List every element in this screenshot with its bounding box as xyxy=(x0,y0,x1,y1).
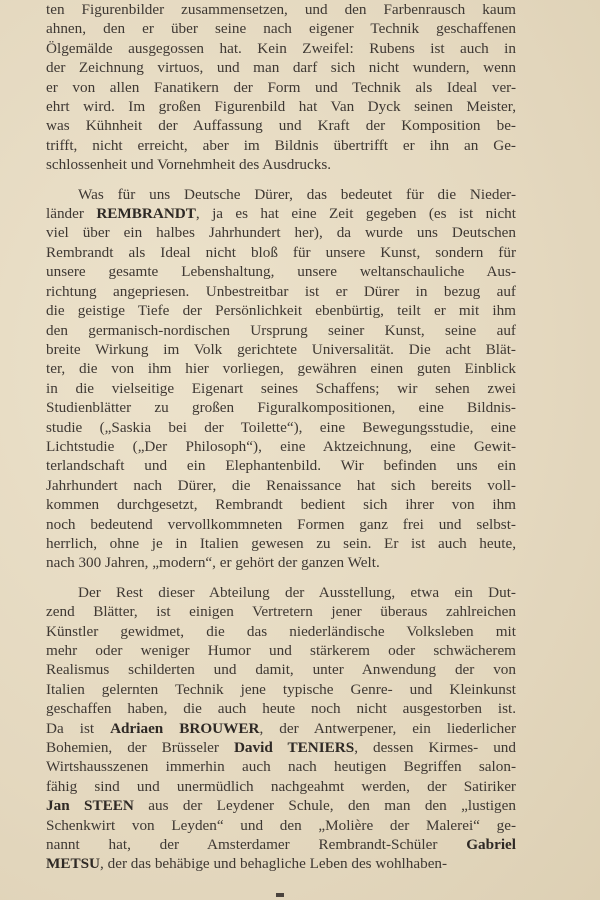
text-line: trifft, nicht erreicht, aber im Bildnis übertrifft er ihn an Ge- xyxy=(46,136,516,154)
text-line: Künstler gewidmet, die das niederländische Volksleben mit xyxy=(46,622,516,640)
text-line: studie („Saskia bei der Toilette“), eine Bewegungsstudie, eine xyxy=(46,418,516,436)
page-number-mark xyxy=(276,893,284,897)
paragraph xyxy=(46,583,516,874)
text-line: nannt hat, der Amsterdamer Rembrandt-Schüler Gabriel xyxy=(46,836,516,854)
text-line: die geistige Tiefe der Persönlichkeit ebenbürtig, teilt er mit ihm xyxy=(46,302,516,320)
text-line: Wirtshausszenen immerhin auch nach heutigen Begriffen salon- xyxy=(46,758,516,776)
text-line: Da ist Adriaen BROUWER, der Antwerpener, ein liederlicher xyxy=(46,719,517,737)
text-line: terlandschaft und ein Elephantenbild. Wir befinden uns ein xyxy=(46,457,516,475)
text-line: Jan STEEN aus der Leydener Schule, den man den „lustigen xyxy=(46,797,516,815)
text-line: Schenkwirt von Leyden“ und den „Molière der Malerei“ ge- xyxy=(46,816,516,834)
emphasized-name: Jan STEEN xyxy=(46,797,134,815)
text-line: herrlich, ohne je in Italien gewesen zu sein. Er ist auch heute, xyxy=(46,534,516,552)
emphasized-name: David TENIERS xyxy=(233,739,355,757)
text-line: Jahrhundert nach Dürer, die Renaissance hat sich bereits voll- xyxy=(46,476,516,494)
text-line: in die vielseitige Eigenart seines Schaffens; wir sehen zwei xyxy=(46,379,516,397)
text-line: Lichtstudie („Der Philosoph“), eine Aktzeichnung, eine Gewit- xyxy=(46,437,516,455)
emphasized-name: Gabriel xyxy=(466,836,516,854)
text-line: METSU, der das behäbige und behagliche Leben des wohlhaben- xyxy=(46,855,448,873)
paragraph-gap xyxy=(46,573,516,583)
text-line: ehrt wird. Im großen Figurenbild hat Van Dyck seinen Meister, xyxy=(46,98,516,116)
text-line: richtung angepriesen. Unbestreitbar ist er Dürer in bezug auf xyxy=(46,282,516,300)
emphasized-name: METSU xyxy=(46,855,101,873)
text-line: was Kühnheit der Auffassung und Kraft der Komposition be- xyxy=(46,117,516,135)
text-line: Bohemien, der Brüsseler David TENIERS, dessen Kirmes- und xyxy=(46,739,516,757)
text-line: kommen durchgesetzt, Rembrandt bedient sich ihrer von ihm xyxy=(46,496,516,514)
text-line: mehr oder weniger Humor und stärkerem oder schwächerem xyxy=(46,642,516,659)
document-page xyxy=(46,0,516,874)
text-line: den germanisch-nordischen Ursprung seiner Kunst, seine auf xyxy=(46,321,516,339)
text-line: Rembrandt als Ideal nicht bloß für unsere Kunst, sondern für xyxy=(46,243,516,261)
text-line: zend Blätter, ist einigen Vertretern jener überaus zahlreichen xyxy=(46,603,516,621)
text-line: geschaffen haben, die auch heute noch nicht ausgestorben ist. xyxy=(46,700,516,718)
text-line: Ölgemälde ausgegossen hat. Kein Zweifel: Rubens ist auch in xyxy=(46,39,516,57)
paragraph xyxy=(46,185,516,573)
text-line: länder REMBRANDT, ja es hat eine Zeit gegeben (es ist nicht xyxy=(46,205,516,223)
text-line: fähig sind und unermüdlich nachgeahmt werden, der Satiriker xyxy=(46,777,516,795)
text-line: Studienblätter zu großen Figuralkompositionen, eine Bildnis- xyxy=(46,399,516,417)
text-line: breite Wirkung im Volk gerichtete Universalität. Die acht Blät- xyxy=(46,340,516,358)
paragraph xyxy=(46,0,516,175)
text-line: ter, die von ihm hier vorliegen, gewähren einen guten Einblick xyxy=(46,360,516,378)
paragraph-gap xyxy=(46,175,516,185)
text-line: er von allen Fanatikern der Form und Technik als Ideal ver- xyxy=(46,78,516,96)
text-line: Realismus schilderten und damit, unter Anwendung der von xyxy=(46,661,516,679)
text-line: Italien gelernten Technik jene typische Genre- und Kleinkunst xyxy=(46,680,516,698)
emphasized-name: Adriaen BROUWER xyxy=(110,719,260,737)
document-body xyxy=(46,0,516,874)
text-line: ten Figurenbilder zusammensetzen, und den Farbenrausch kaum xyxy=(46,1,516,18)
text-line: der Zeichnung virtuos, und man darf sich nicht wundern, wenn xyxy=(46,59,516,77)
text-line: Was für uns Deutsche Dürer, das bedeutet für die Nieder- xyxy=(78,185,516,203)
text-line: ahnen, den er über seine nach eigener Technik geschaffenen xyxy=(46,20,516,38)
text-line: nach 300 Jahren, „modern“, er gehört der ganzen Welt. xyxy=(46,554,380,572)
emphasized-name: REMBRANDT xyxy=(96,205,196,223)
text-line: unsere gesamte Lebenshaltung, unsere weltanschauliche Aus- xyxy=(46,263,516,281)
text-line: viel über ein halbes Jahrhundert her), da wurde uns Deutschen xyxy=(46,224,516,242)
text-line: noch bedeutend vervollkommneten Formen ganz frei und selbst- xyxy=(46,515,516,533)
text-line: schlossenheit und Vornehmheit des Ausdrucks. xyxy=(46,156,332,174)
text-line: Der Rest dieser Abteilung der Ausstellung, etwa ein Dut- xyxy=(78,583,516,601)
